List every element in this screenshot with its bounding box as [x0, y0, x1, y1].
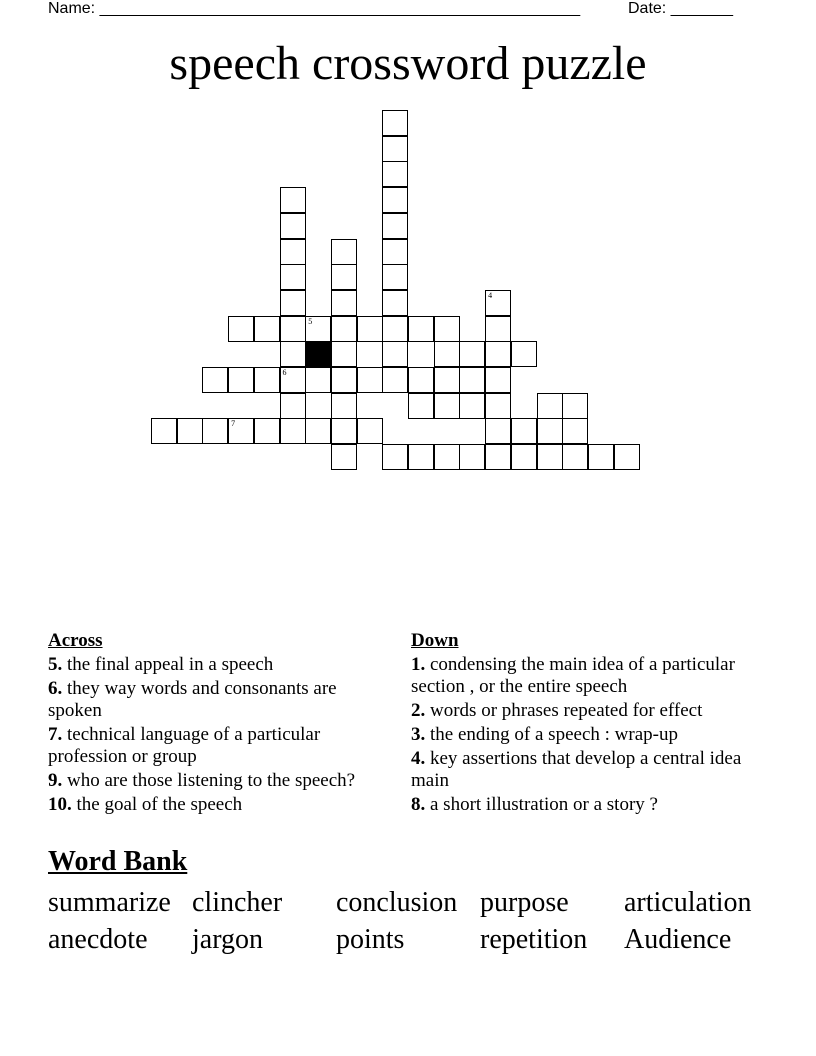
crossword-cell[interactable] [485, 367, 511, 393]
crossword-cell[interactable] [280, 213, 306, 239]
crossword-cell[interactable] [280, 341, 306, 367]
word-bank-word: repetition [480, 924, 588, 955]
word-bank-word: clincher [192, 887, 283, 918]
crossword-cell[interactable] [382, 264, 408, 290]
crossword-cell[interactable] [485, 290, 511, 316]
crossword-cell[interactable] [382, 290, 408, 316]
crossword-cell[interactable] [151, 418, 177, 444]
word-bank-row [48, 884, 768, 921]
down-clue-3: 3. the ending of a speech : wrap-up [411, 724, 678, 745]
crossword-cell[interactable] [434, 316, 460, 342]
crossword-cell[interactable] [408, 316, 434, 342]
crossword-cell[interactable] [382, 239, 408, 265]
word-bank-word: jargon [192, 924, 264, 955]
name-field-label: Name: ______________________________________________________ [48, 0, 581, 17]
crossword-cell[interactable] [434, 341, 460, 367]
crossword-cell[interactable] [434, 393, 460, 419]
clue-number: 6 [282, 368, 287, 377]
crossword-cell[interactable] [434, 367, 460, 393]
across-clue-10: 10. the goal of the speech [48, 794, 243, 815]
crossword-cell[interactable] [357, 367, 383, 393]
down-clue-8: 8. a short illustration or a story ? [411, 794, 658, 815]
crossword-cell[interactable] [459, 367, 485, 393]
word-bank [48, 884, 768, 958]
crossword-cell[interactable] [614, 444, 640, 470]
across-clue-6: 6. they way words and consonants are spoken [48, 678, 337, 721]
crossword-cell[interactable] [382, 367, 408, 393]
crossword-cell[interactable] [537, 393, 563, 419]
crossword-cell[interactable] [280, 290, 306, 316]
crossword-cell[interactable] [485, 316, 511, 342]
crossword-cell[interactable] [485, 418, 511, 444]
crossword-cell[interactable] [280, 264, 306, 290]
crossword-cell[interactable] [382, 341, 408, 367]
clue-number: 5 [308, 316, 313, 326]
across-clue-9: 9. who are those listening to the speech? [48, 770, 356, 791]
crossword-cell[interactable] [331, 290, 357, 316]
crossword-cell[interactable] [408, 367, 434, 393]
crossword-cell[interactable] [588, 444, 614, 470]
crossword-cell[interactable] [202, 367, 228, 393]
crossword-cell[interactable] [228, 316, 254, 342]
crossword-cell[interactable] [357, 418, 383, 444]
word-bank-title: Word Bank [48, 846, 188, 877]
crossword-cell[interactable] [485, 341, 511, 367]
crossword-cell[interactable] [228, 367, 254, 393]
down-heading: Down [411, 630, 459, 651]
crossword-cell[interactable] [331, 367, 357, 393]
crossword-cell[interactable] [562, 393, 588, 419]
word-bank-word: anecdote [48, 924, 148, 955]
crossword-cell[interactable] [537, 444, 563, 470]
crossword-cell[interactable] [382, 110, 408, 136]
crossword-cell[interactable] [485, 444, 511, 470]
across-clues [48, 630, 383, 818]
crossword-cell[interactable] [331, 418, 357, 444]
word-bank-word: purpose [480, 887, 569, 918]
crossword-cell[interactable] [511, 341, 537, 367]
clue-number: 7 [231, 419, 236, 429]
crossword-cell[interactable] [408, 393, 434, 419]
crossword-cell[interactable] [382, 444, 408, 470]
crossword-cell[interactable] [537, 418, 563, 444]
crossword-cell[interactable] [382, 161, 408, 187]
crossword-cell[interactable] [305, 367, 331, 393]
down-clue-1: 1. condensing the main idea of a particular section , or the entire speech [411, 654, 735, 697]
crossword-cell[interactable] [331, 444, 357, 470]
crossword-cell[interactable] [511, 444, 537, 470]
crossword-cell[interactable] [331, 316, 357, 342]
crossword-cell[interactable] [202, 418, 228, 444]
crossword-cell[interactable] [228, 418, 254, 444]
crossword-cell[interactable] [485, 393, 511, 419]
black-square [305, 341, 331, 367]
crossword-cell[interactable] [511, 418, 537, 444]
crossword-cell[interactable] [254, 367, 280, 393]
down-clues [411, 630, 761, 818]
word-bank-word: conclusion [336, 887, 458, 918]
across-heading: Across [48, 630, 103, 651]
crossword-cell[interactable] [382, 136, 408, 162]
crossword-cell[interactable] [562, 418, 588, 444]
crossword-cell[interactable] [459, 393, 485, 419]
crossword-cell[interactable] [382, 213, 408, 239]
across-clue-7: 7. technical language of a particular profession or group [48, 724, 321, 767]
crossword-cell[interactable] [562, 444, 588, 470]
crossword-cell[interactable] [280, 316, 306, 342]
crossword-cell[interactable] [254, 418, 280, 444]
crossword-cell[interactable] [331, 264, 357, 290]
crossword-cell[interactable] [331, 341, 357, 367]
crossword-cell[interactable] [357, 316, 383, 342]
word-bank-row [48, 921, 768, 958]
word-bank-word: Audience [624, 924, 732, 955]
crossword-cell[interactable] [331, 393, 357, 419]
across-clue-5: 5. the final appeal in a speech [48, 654, 274, 675]
crossword-cell[interactable] [177, 418, 203, 444]
page-title: speech crossword puzzle [169, 37, 647, 90]
crossword-cell[interactable] [280, 239, 306, 265]
crossword-cell[interactable] [280, 418, 306, 444]
word-bank-word: points [336, 924, 405, 955]
crossword-cell[interactable] [408, 444, 434, 470]
crossword-cell[interactable] [382, 316, 408, 342]
down-clue-4: 4. key assertions that develop a central idea main [411, 748, 742, 791]
crossword-cell[interactable] [331, 239, 357, 265]
crossword-cell[interactable] [280, 187, 306, 213]
word-bank-word: summarize [48, 887, 171, 918]
word-bank-word: articulation [624, 887, 752, 918]
crossword-cell[interactable] [382, 187, 408, 213]
crossword-cell[interactable] [305, 418, 331, 444]
clue-number: 4 [488, 290, 493, 300]
crossword-cell[interactable] [254, 316, 280, 342]
crossword-cell[interactable] [459, 444, 485, 470]
crossword-cell[interactable] [280, 393, 306, 419]
crossword-cell[interactable] [305, 316, 331, 342]
crossword-cell[interactable] [280, 367, 306, 393]
crossword-cell[interactable] [434, 444, 460, 470]
date-field-label: Date: _______ [628, 0, 733, 17]
down-clue-2: 2. words or phrases repeated for effect [411, 700, 703, 721]
crossword-cell[interactable] [459, 341, 485, 367]
